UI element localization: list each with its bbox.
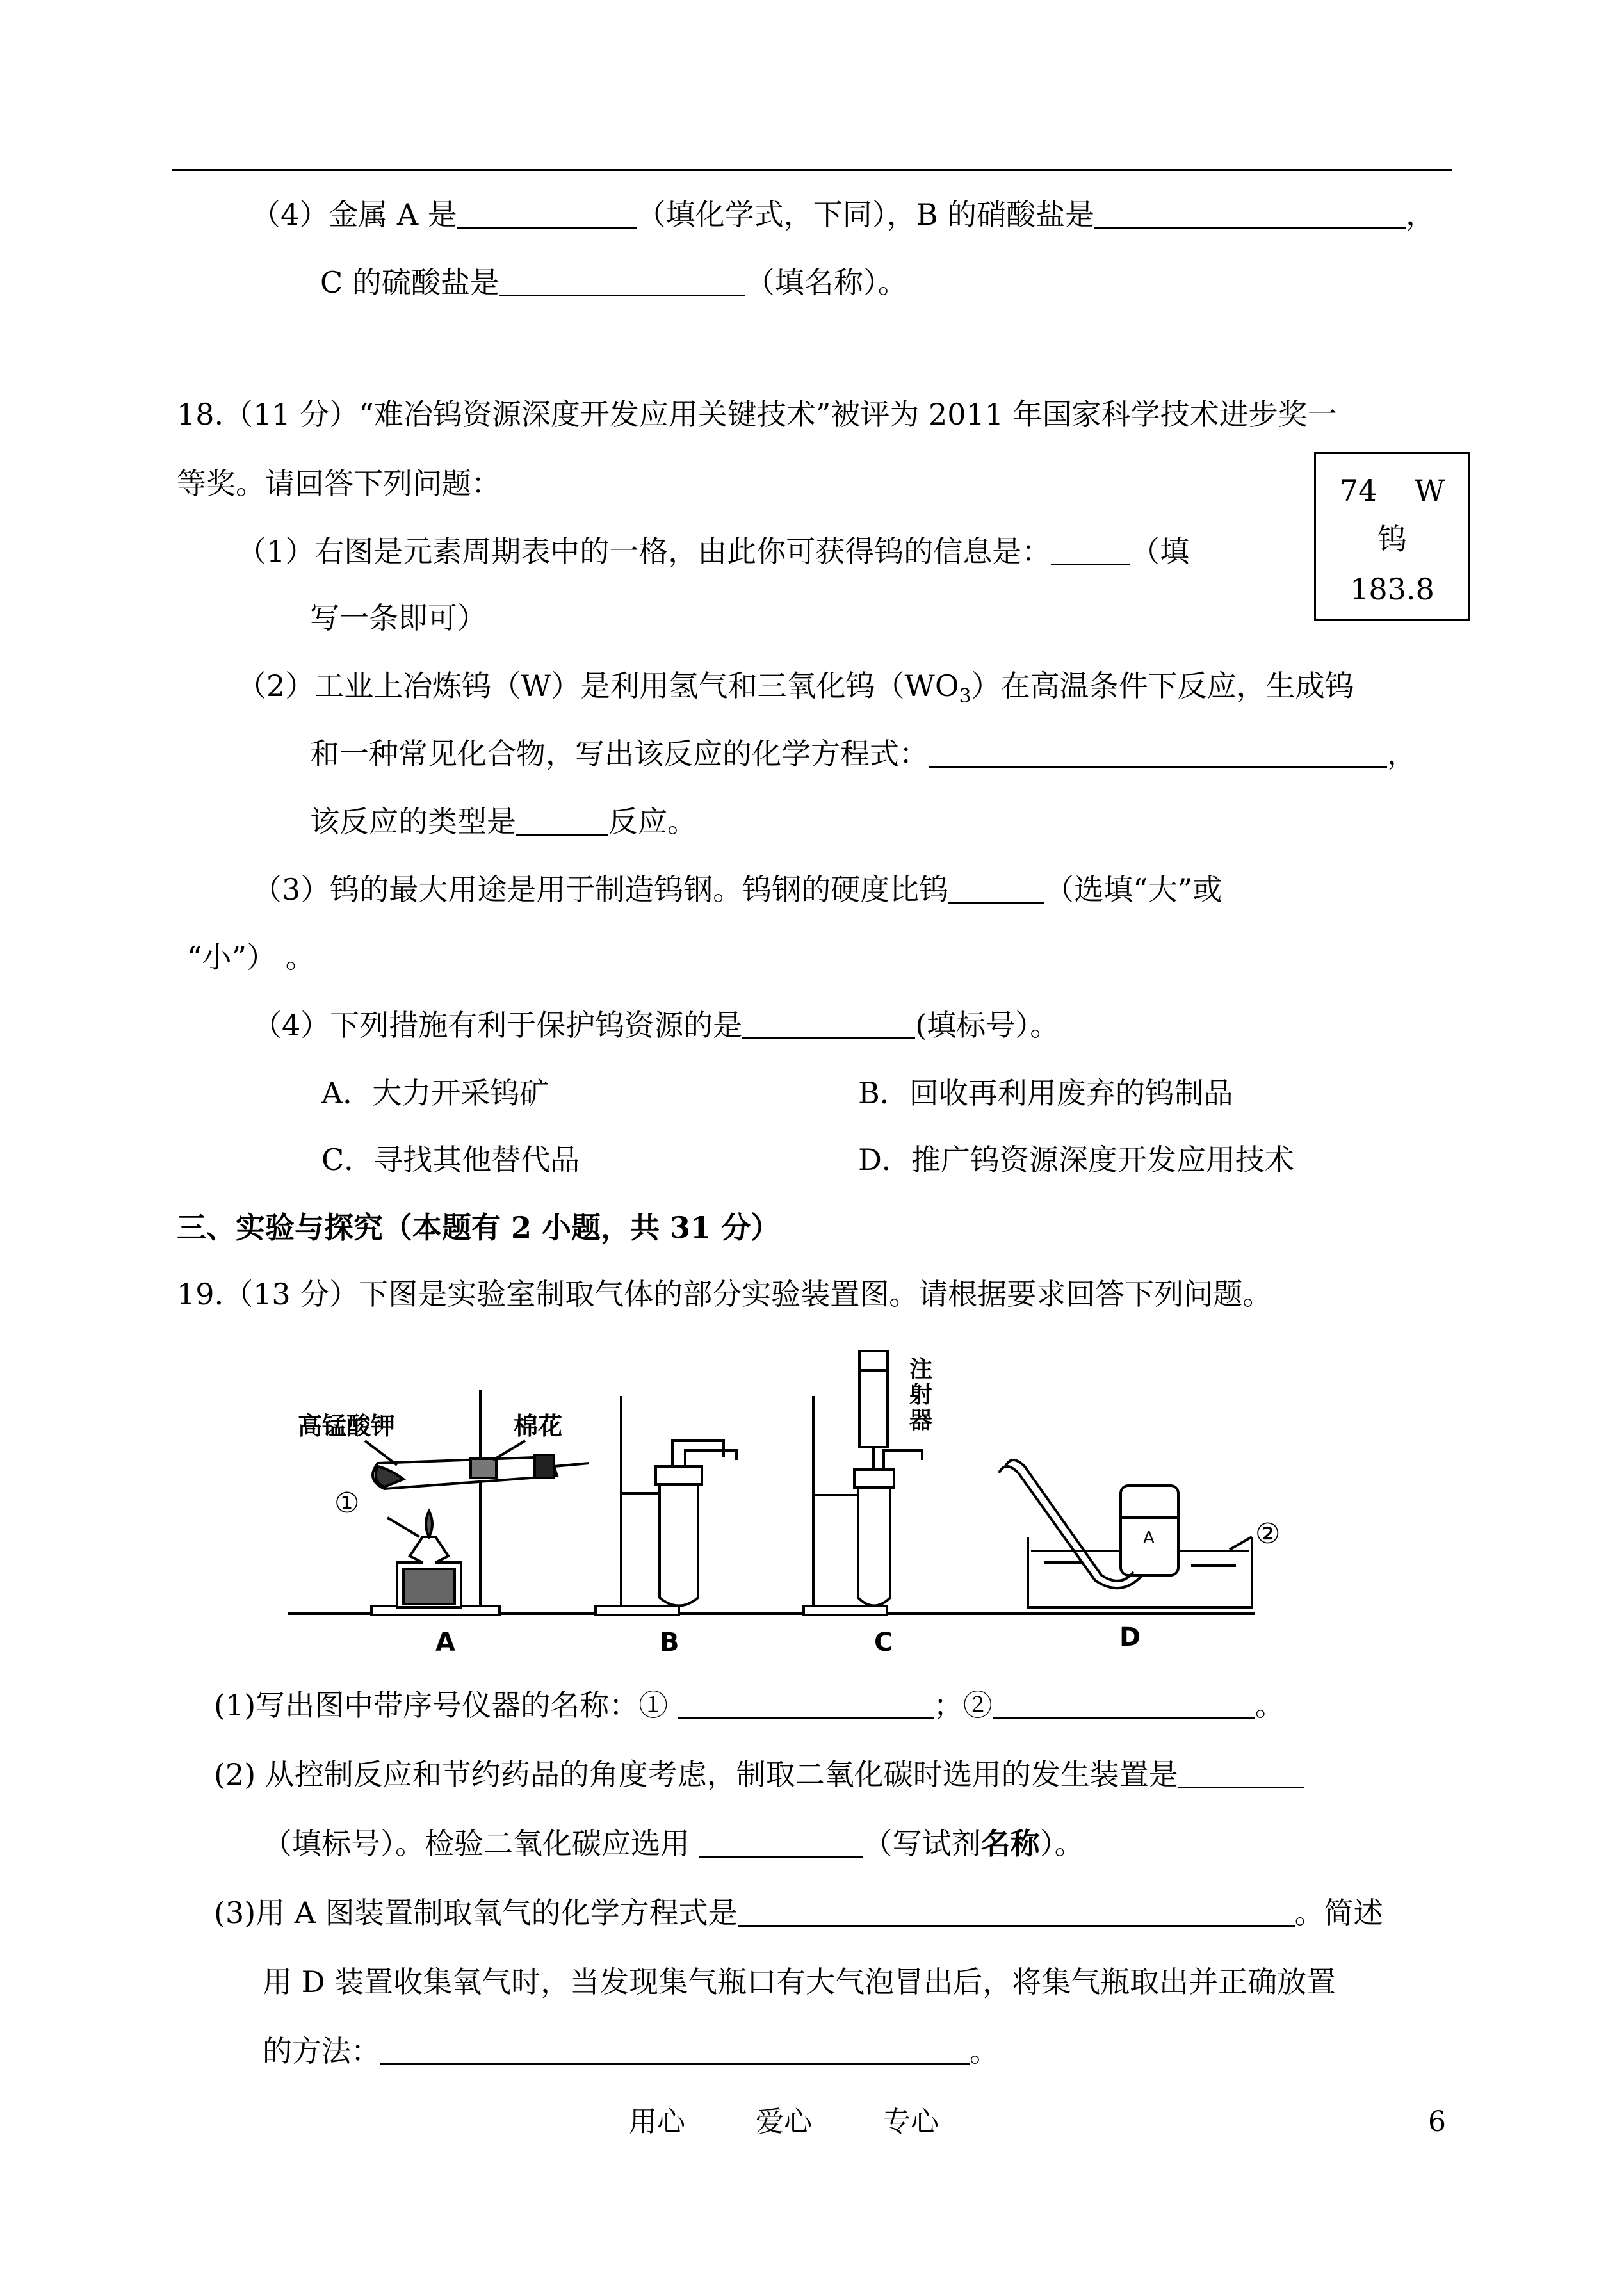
stopper — [854, 1470, 894, 1488]
q18-part3-line1: （3）钨的最大用途是用于制造钨钢。钨钢的硬度比钨 （选填“大”或 — [252, 872, 1222, 907]
stand-base — [596, 1606, 679, 1615]
delivery-tube — [554, 1463, 589, 1466]
stopper — [535, 1455, 554, 1478]
syringe-barrel — [859, 1351, 888, 1447]
q18-intro-line2: 等奖。请回答下列问题： — [177, 466, 501, 501]
answer-blank[interactable] — [929, 740, 1387, 768]
q19-part3-line1: (3)用 A 图装置制取氧气的化学方程式是 。简述 — [214, 1895, 1383, 1930]
header-rule — [172, 169, 1452, 171]
apparatus-c — [804, 1351, 922, 1615]
cotton-plug — [471, 1459, 496, 1478]
apparatus-d — [999, 1460, 1252, 1607]
delivery-tube — [672, 1441, 724, 1466]
q18-part3-line2: “小”） 。 — [187, 940, 315, 975]
q18-option-d: D．推广钨资源深度开发应用技术 — [858, 1142, 1294, 1177]
lab-apparatus-figure — [275, 1345, 1287, 1652]
q18-part4-line1: （4）下列措施有利于保护钨资源的是 (填标号）。 — [252, 1008, 1060, 1042]
footer-motto-3: 专心 — [882, 2105, 939, 2138]
bottle-letter: A — [1143, 1529, 1155, 1548]
q19-intro: 19.（13 分）下图是实验室制取气体的部分实验装置图。请根据要求回答下列问题。 — [177, 1277, 1272, 1311]
footer-motto-1: 用心 — [629, 2105, 685, 2138]
element-number-symbol: 74 W — [1339, 473, 1445, 508]
q18-part1-line2: 写一条即可） — [310, 601, 487, 635]
page-number: 6 — [1428, 2105, 1446, 2138]
q18-part1-line1: （1）右图是元素周期表中的一格，由此你可获得钨的信息是： （填 — [237, 534, 1190, 569]
pointer-kmno4 — [365, 1441, 397, 1465]
q18-option-c: C．寻找其他替代品 — [321, 1142, 580, 1177]
caption-c: C — [874, 1628, 893, 1652]
answer-blank[interactable] — [993, 1692, 1255, 1719]
q18-intro-line1: 18.（11 分）“难冶钨资源深度开发应用关键技术”被评为 2011 年国家科学技术进步奖一 — [177, 397, 1337, 432]
test-tube — [858, 1486, 890, 1606]
apparatus-b — [596, 1396, 736, 1615]
q19-part2-line2: （填标号）。检验二氧化碳应选用 （写试剂名称）。 — [263, 1826, 1084, 1861]
answer-blank[interactable] — [516, 808, 608, 836]
answer-blank[interactable] — [678, 1692, 934, 1719]
q18-part2-line1: （2）工业上冶炼钨（W）是利用氢气和三氧化钨$(WO_3)$在高温条件下反应，生成钨 — [237, 669, 1354, 708]
q17-part4-line2: C 的硫酸盐是 （填名称）。 — [320, 265, 907, 300]
test-tube — [373, 1457, 557, 1489]
q19-part3-line3: 的方法： 。 — [263, 2034, 999, 2068]
element-mass: 183.8 — [1350, 572, 1434, 606]
caption-b: B — [660, 1628, 679, 1652]
answer-blank[interactable] — [1178, 1761, 1304, 1788]
delivery-tube — [685, 1450, 736, 1466]
answer-blank[interactable] — [1051, 538, 1130, 565]
answer-blank[interactable] — [499, 269, 745, 296]
q18-part2-line2: 和一种常见化合物，写出该反应的化学方程式： ， — [310, 736, 1417, 771]
pointer-line-2 — [1230, 1537, 1252, 1550]
answer-blank[interactable] — [742, 1012, 915, 1039]
label-cotton: 棉花 — [514, 1412, 563, 1440]
q19-part1: (1)写出图中带序号仪器的名称：① ；② 。 — [214, 1688, 1285, 1723]
answer-blank[interactable] — [1094, 201, 1406, 229]
label-kmno4: 高锰酸钾 — [298, 1412, 396, 1440]
answer-blank[interactable] — [738, 1899, 1295, 1927]
flame-icon — [426, 1511, 432, 1537]
lamp-fuel — [403, 1569, 455, 1604]
q18-part2-line3: 该反应的类型是 反应。 — [310, 804, 697, 839]
answer-blank[interactable] — [457, 201, 637, 229]
q18-option-b: B．回收再利用废弃的钨制品 — [858, 1076, 1233, 1110]
answer-blank[interactable] — [948, 876, 1044, 904]
q19-part3-line2: 用 D 装置收集氧气时，当发现集气瓶口有大气泡冒出后，将集气瓶取出并正确放置 — [263, 1965, 1336, 1999]
label-syringe: 注 射 器 — [909, 1356, 933, 1434]
periodic-table-cell — [1314, 452, 1470, 621]
caption-a: A — [435, 1628, 455, 1652]
section-heading: 三、实验与探究（本题有 2 小题，共 31 分） — [177, 1210, 781, 1245]
stopper — [656, 1466, 702, 1484]
q18-option-a: A．大力开采钨矿 — [321, 1076, 549, 1110]
pointer-line-1 — [387, 1518, 419, 1537]
marker-2: ② — [1255, 1518, 1281, 1550]
element-name: 钨 — [1377, 522, 1407, 556]
answer-blank[interactable] — [699, 1830, 863, 1858]
caption-d: D — [1119, 1623, 1141, 1652]
marker-1: ① — [334, 1487, 360, 1520]
test-tube — [660, 1482, 698, 1606]
q19-part2-line1: (2) 从控制反应和节约药品的角度考虑，制取二氧化碳时选用的发生装置是 — [214, 1760, 1304, 1789]
stand-base — [804, 1606, 887, 1615]
delivery-tube — [884, 1450, 922, 1470]
answer-blank[interactable] — [380, 2038, 970, 2065]
footer-motto-2: 爱心 — [756, 2105, 812, 2138]
q17-part4-line1: （4）金属 A 是 （填化学式，下同），B 的硝酸盐是 ， — [251, 197, 1436, 232]
